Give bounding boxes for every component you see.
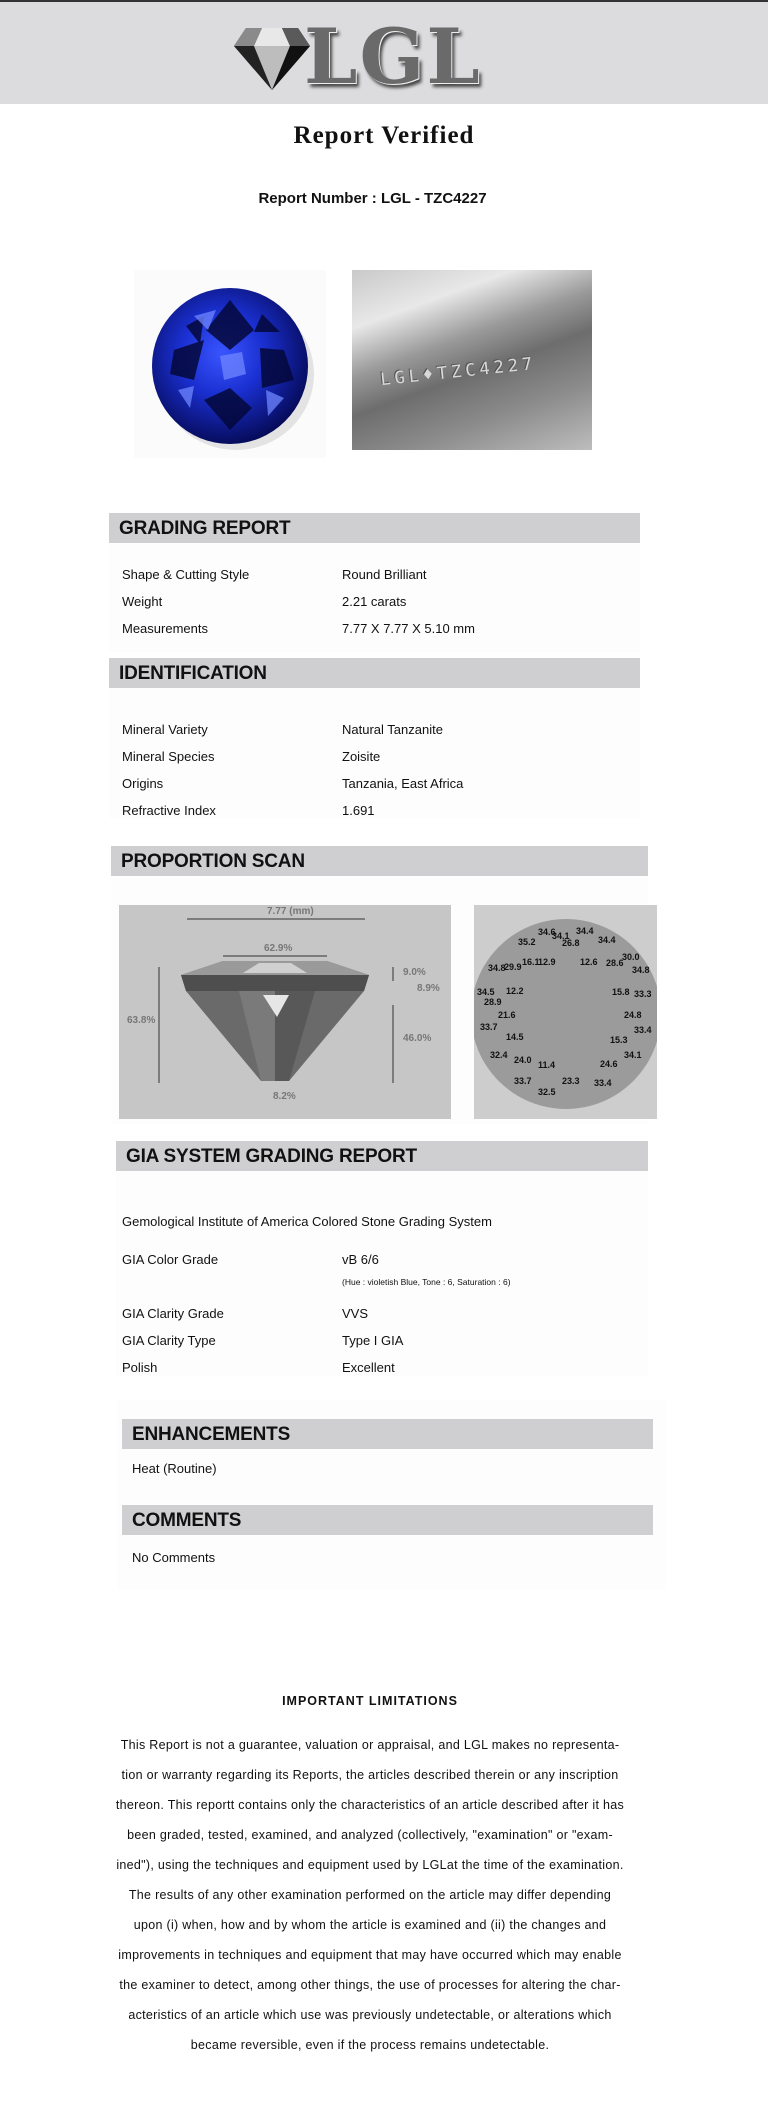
limitations-line: became reversible, even if the process remains undetectable. <box>190 2038 550 2052</box>
gia-color-note: (Hue : violetish Blue, Tone : 6, Saturation : 6) <box>342 1277 511 1287</box>
limitations-line: been graded, tested, examined, and analyzed (collectively, "examination" or "exam- <box>127 1828 613 1842</box>
logo-text: LGL <box>304 12 482 101</box>
inscription-photo <box>352 270 592 450</box>
diamond-icon <box>232 20 312 92</box>
limitations-line: This Report is not a guarantee, valuation or appraisal, and LGL makes no representa- <box>120 1738 620 1752</box>
girdle-pct-label: 8.9% <box>417 983 440 994</box>
limitations-line: The results of any other examination performed on the article may differ depending <box>128 1888 612 1902</box>
identification-header: IDENTIFICATION <box>109 658 640 688</box>
limitations-line: upon (i) when, how and by whom the article is examined and (ii) the changes and <box>133 1918 607 1932</box>
enhancements-text: Heat (Routine) <box>132 1461 217 1476</box>
report-number: Report Number : LGL - TZC4227 <box>258 190 487 207</box>
limitations-line: acteristics of an article which use was previously undetectable, or alterations which <box>128 2008 612 2022</box>
proportion-profile-diagram <box>119 905 451 1119</box>
culet-pct-label: 8.2% <box>273 1091 296 1102</box>
comments-header: COMMENTS <box>122 1505 653 1535</box>
table-pct-label: 62.9% <box>264 943 293 954</box>
limitations-line: improvements in techniques and equipment that may have occurred which may enable <box>118 1948 622 1962</box>
total-depth-label: 63.8% <box>127 1015 156 1026</box>
header-bar <box>0 0 768 104</box>
proportion-scan-header: PROPORTION SCAN <box>111 846 648 876</box>
page-title: Report Verified <box>293 122 475 149</box>
gia-header: GIA SYSTEM GRADING REPORT <box>116 1141 648 1171</box>
diameter-label: 7.77 (mm) <box>267 906 314 917</box>
pavilion-pct-label: 46.0% <box>403 1033 432 1044</box>
lgl-logo[interactable] <box>232 12 492 101</box>
limitations-line: the examiner to detect, among other things, the use of processes for altering the char- <box>119 1978 621 1992</box>
limitations-line: tion or warranty regarding its Reports, the articles described therein or any inscription <box>121 1768 619 1782</box>
comments-text: No Comments <box>132 1550 216 1565</box>
crown-pct-label: 9.0% <box>403 967 426 978</box>
enhancements-header: ENHANCEMENTS <box>122 1419 653 1449</box>
gia-subtitle: Gemological Institute of America Colored Stone Grading System <box>122 1214 492 1229</box>
facet-map-diagram: 34.6 35.2 34.1 34.4 26.8 34.4 34.8 29.9 16.1 12.9 12.6 28.6 30.0 34.8 34.5 12.2 15.8 33.3 28.9 21.6 24.8 33.7 33.4 14.5 15.3 32.4 34.1 24.0 11.4 24.6 33.7 23.3 33.4 32.5 <box>474 905 657 1119</box>
grading-report-header: GRADING REPORT <box>109 513 640 543</box>
limitations-title: IMPORTANT LIMITATIONS <box>282 1694 458 1708</box>
gemstone-photo <box>134 270 326 458</box>
limitations-line: thereon. This reportt contains only the characteristics of an article described after it has <box>115 1798 625 1812</box>
inscription-text: LGL♦TZC4227 <box>379 353 538 391</box>
limitations-line: ined"), using the techniques and equipment used by LGLat the time of the examination. <box>116 1858 624 1872</box>
